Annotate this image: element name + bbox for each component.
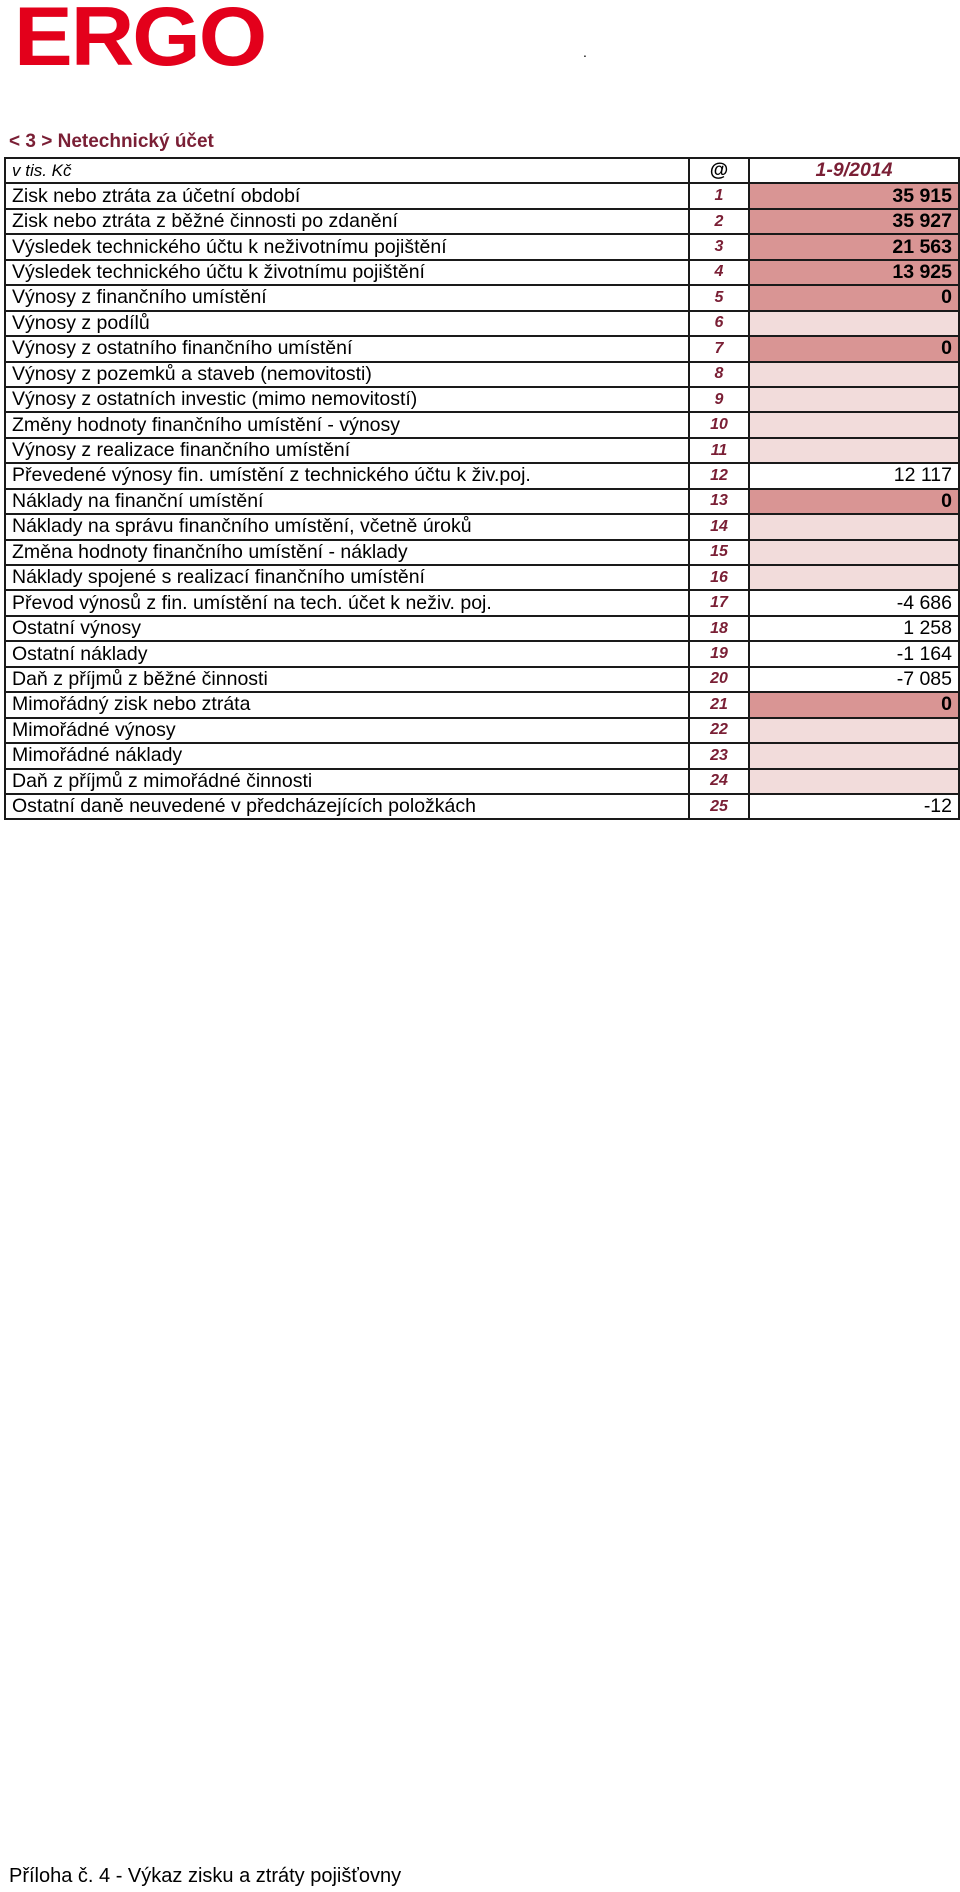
row-value (749, 514, 959, 539)
row-value (749, 438, 959, 463)
row-code: 25 (689, 794, 749, 819)
row-value (749, 769, 959, 794)
row-code: 12 (689, 463, 749, 488)
row-value: 35 927 (749, 209, 959, 234)
row-code: 4 (689, 260, 749, 285)
code-header: @ (689, 158, 749, 183)
table-row (5, 692, 959, 717)
table-row (5, 641, 959, 666)
row-code: 18 (689, 616, 749, 641)
row-value: 12 117 (749, 463, 959, 488)
row-label: Daň z příjmů z běžné činnosti (5, 667, 689, 692)
row-label: Změny hodnoty finančního umístění - výnosy (5, 412, 689, 437)
period-header: 1-9/2014 (749, 158, 959, 183)
row-code: 17 (689, 590, 749, 615)
row-label: Výnosy z finančního umístění (5, 285, 689, 310)
table-row (5, 285, 959, 310)
table-row (5, 387, 959, 412)
table-row (5, 183, 959, 208)
row-code: 6 (689, 311, 749, 336)
row-code: 22 (689, 718, 749, 743)
row-label: Náklady na finanční umístění (5, 489, 689, 514)
row-code: 11 (689, 438, 749, 463)
section-title: < 3 > Netechnický účet (9, 131, 214, 152)
row-code: 10 (689, 412, 749, 437)
table-row (5, 311, 959, 336)
row-label: Daň z příjmů z mimořádné činnosti (5, 769, 689, 794)
row-label: Výnosy z ostatních investic (mimo nemovitostí) (5, 387, 689, 412)
row-code: 20 (689, 667, 749, 692)
row-value: 0 (749, 336, 959, 361)
row-label: Mimořádný zisk nebo ztráta (5, 692, 689, 717)
row-code: 13 (689, 489, 749, 514)
row-label: Zisk nebo ztráta za účetní období (5, 183, 689, 208)
row-code: 5 (689, 285, 749, 310)
row-label: Výsledek technického účtu k životnímu pojištění (5, 260, 689, 285)
row-value: -12 (749, 794, 959, 819)
row-code: 24 (689, 769, 749, 794)
row-value: 35 915 (749, 183, 959, 208)
row-value: -1 164 (749, 641, 959, 666)
row-value (749, 362, 959, 387)
table-row (5, 667, 959, 692)
row-label: Výnosy z pozemků a staveb (nemovitosti) (5, 362, 689, 387)
table-row (5, 769, 959, 794)
row-value: -7 085 (749, 667, 959, 692)
row-label: Zisk nebo ztráta z běžné činnosti po zdanění (5, 209, 689, 234)
table-row (5, 794, 959, 819)
income-statement-table (4, 157, 960, 820)
row-code: 21 (689, 692, 749, 717)
table-header-row (5, 158, 959, 183)
table-row (5, 463, 959, 488)
row-label: Výnosy z podílů (5, 311, 689, 336)
table-row (5, 234, 959, 259)
table-row (5, 438, 959, 463)
table-row (5, 514, 959, 539)
table-row (5, 718, 959, 743)
row-code: 2 (689, 209, 749, 234)
row-value (749, 743, 959, 768)
row-value: 0 (749, 692, 959, 717)
row-value: 13 925 (749, 260, 959, 285)
footer-note: Příloha č. 4 - Výkaz zisku a ztráty pojišťovny (9, 1865, 402, 1887)
row-value: 0 (749, 489, 959, 514)
row-code: 7 (689, 336, 749, 361)
row-code: 9 (689, 387, 749, 412)
table-row (5, 489, 959, 514)
row-value: 21 563 (749, 234, 959, 259)
row-label: Mimořádné výnosy (5, 718, 689, 743)
table-row (5, 412, 959, 437)
table-row (5, 336, 959, 361)
table-row (5, 743, 959, 768)
row-label: Převod výnosů z fin. umístění na tech. účet k neživ. poj. (5, 590, 689, 615)
row-label: Změna hodnoty finančního umístění - náklady (5, 540, 689, 565)
unit-label: v tis. Kč (5, 158, 689, 183)
table-row (5, 260, 959, 285)
row-label: Výsledek technického účtu k neživotnímu pojištění (5, 234, 689, 259)
row-label: Náklady spojené s realizací finančního umístění (5, 565, 689, 590)
row-value (749, 718, 959, 743)
table-row (5, 540, 959, 565)
table-row (5, 209, 959, 234)
row-label: Ostatní daně neuvedené v předcházejících položkách (5, 794, 689, 819)
table-row (5, 616, 959, 641)
header-dot: . (583, 44, 587, 60)
row-code: 14 (689, 514, 749, 539)
row-value (749, 387, 959, 412)
row-value: -4 686 (749, 590, 959, 615)
row-code: 23 (689, 743, 749, 768)
row-label: Mimořádné náklady (5, 743, 689, 768)
row-code: 8 (689, 362, 749, 387)
table-row (5, 590, 959, 615)
row-label: Výnosy z realizace finančního umístění (5, 438, 689, 463)
row-value (749, 565, 959, 590)
row-code: 1 (689, 183, 749, 208)
row-value (749, 412, 959, 437)
row-label: Ostatní náklady (5, 641, 689, 666)
ergo-logo: ERGO (14, 0, 266, 83)
row-code: 19 (689, 641, 749, 666)
row-value (749, 311, 959, 336)
row-value (749, 540, 959, 565)
row-code: 16 (689, 565, 749, 590)
row-label: Převedené výnosy fin. umístění z technického účtu k živ.poj. (5, 463, 689, 488)
row-label: Ostatní výnosy (5, 616, 689, 641)
table-row (5, 565, 959, 590)
row-code: 15 (689, 540, 749, 565)
row-value: 0 (749, 285, 959, 310)
row-value: 1 258 (749, 616, 959, 641)
row-label: Výnosy z ostatního finančního umístění (5, 336, 689, 361)
row-code: 3 (689, 234, 749, 259)
row-label: Náklady na správu finančního umístění, včetně úroků (5, 514, 689, 539)
table-row (5, 362, 959, 387)
